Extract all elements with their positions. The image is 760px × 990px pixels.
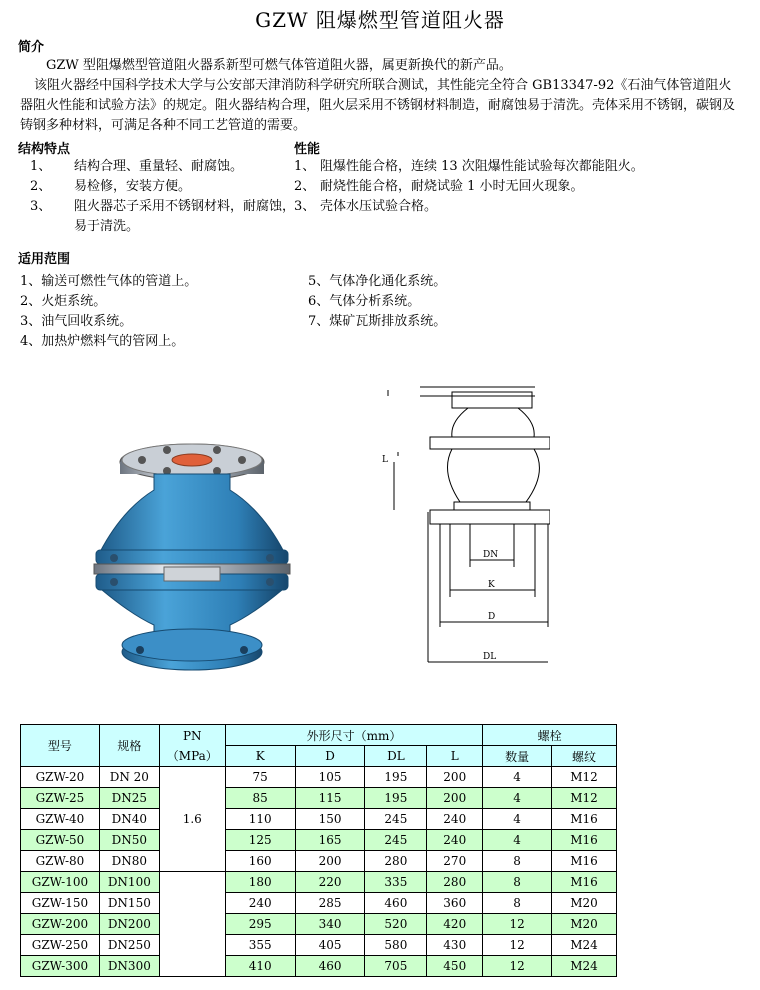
table-cell: 200 [427,767,483,788]
pn-cell: 1.6 [159,767,225,872]
header-spec: 规格 [99,725,159,767]
table-cell: 12 [483,956,552,977]
table-cell: 285 [295,893,365,914]
table-cell: GZW-250 [21,935,100,956]
table-cell: 335 [365,872,427,893]
table-cell: 165 [295,830,365,851]
table-cell: 220 [295,872,365,893]
table-row [21,956,617,977]
table-cell: DN100 [99,872,159,893]
table-row [21,914,617,935]
table-cell: 280 [365,851,427,872]
table-cell: 240 [225,893,295,914]
scope-list-left [20,272,310,352]
table-cell: 4 [483,809,552,830]
table-cell: DN80 [99,851,159,872]
table-cell: M12 [552,767,617,788]
table-cell: 4 [483,830,552,851]
table-cell: GZW-200 [21,914,100,935]
table-cell: M16 [552,851,617,872]
list-item: 3、油气回收系统。 [20,314,133,329]
table-cell: GZW-40 [21,809,100,830]
page-title: GZW 阻爆燃型管道阻火器 [255,8,505,32]
table-cell: GZW-150 [21,893,100,914]
table-cell: 115 [295,788,365,809]
intro-heading: 简介 [18,40,45,55]
table-cell: GZW-50 [21,830,100,851]
header-model: 型号 [21,725,100,767]
table-cell: 110 [225,809,295,830]
intro-paragraph-1: GZW 型阻爆燃型管道阻火器系新型可燃气体管道阻火器，属更新换代的新产品。 [46,58,512,73]
table-cell: 160 [225,851,295,872]
table-cell: M24 [552,956,617,977]
table-cell: DN250 [99,935,159,956]
table-cell: 4 [483,788,552,809]
intro-paragraph-2: 该阻火器经中国科学技术大学与公安部天津消防科学研究所联合测试，其性能完全符合 GB13347-92《石油气体管道阻火器阻火性能和试验方法》的规定。阻火器结构合理，阻火层采用不锈钢材料制造，耐腐蚀易于清洗。壳体采用不锈钢，碳钢及铸钢多种材料，可满足各种不同工艺管道的需要。 [20,78,736,133]
table-cell: 410 [225,956,295,977]
table-cell: 245 [365,809,427,830]
table-cell: 360 [427,893,483,914]
table-row [21,893,617,914]
k-label: K [488,580,495,590]
table-cell: 420 [427,914,483,935]
table-cell: 240 [427,830,483,851]
d-label: D [488,612,496,622]
table-row [21,788,617,809]
table-cell: 340 [295,914,365,935]
table-cell: DN25 [99,788,159,809]
table-cell: 280 [427,872,483,893]
table-cell: M20 [552,914,617,935]
performance-list [294,157,644,217]
table-cell: M16 [552,872,617,893]
scope-heading: 适用范围 [18,252,71,267]
table-cell: 195 [365,767,427,788]
flame-arrester-photo [92,440,292,675]
header-k: K [225,746,295,767]
list-item: 1、 阻爆性能合格，连续 13 次阻爆性能试验每次都能阻火。 [294,159,644,174]
table-cell: M12 [552,788,617,809]
dimension-drawing [380,382,550,672]
list-item: 6、气体分析系统。 [308,294,421,309]
header-pn: PN （MPa） [159,725,225,767]
table-row [21,851,617,872]
list-item: 2、 易检修，安装方便。 [30,179,192,194]
header-qty: 数量 [483,746,552,767]
scope-list-right [308,272,608,332]
table-cell: 150 [295,809,365,830]
table-cell: 295 [225,914,295,935]
header-dl: DL [365,746,427,767]
header-bolt: 螺栓 [483,725,617,746]
table-cell: GZW-80 [21,851,100,872]
table-cell: 460 [365,893,427,914]
table-cell: 85 [225,788,295,809]
table-cell: M16 [552,830,617,851]
table-cell: 75 [225,767,295,788]
list-item: 5、气体净化通化系统。 [308,274,447,289]
header-dims: 外形尺寸（mm） [225,725,482,746]
table-cell: GZW-20 [21,767,100,788]
table-cell: DN150 [99,893,159,914]
table-cell: 12 [483,935,552,956]
table-cell: 125 [225,830,295,851]
table-cell: M24 [552,935,617,956]
table-cell: 4 [483,767,552,788]
dl-label: DL [483,652,497,662]
features-heading: 结构特点 [18,142,71,157]
table-row [21,809,617,830]
list-item: 7、煤矿瓦斯排放系统。 [308,314,447,329]
dn-label: DN [483,550,499,560]
table-cell: 355 [225,935,295,956]
table-cell: M16 [552,809,617,830]
table-cell: 580 [365,935,427,956]
table-cell: GZW-25 [21,788,100,809]
header-thread: 螺纹 [552,746,617,767]
table-cell: 200 [295,851,365,872]
l-label: L [382,455,388,465]
table-cell: DN50 [99,830,159,851]
table-cell: 240 [427,809,483,830]
header-l: L [427,746,483,767]
table-cell: DN 20 [99,767,159,788]
table-cell: 12 [483,914,552,935]
table-cell: 245 [365,830,427,851]
table-row [21,872,617,893]
table-cell: 200 [427,788,483,809]
table-cell: DN200 [99,914,159,935]
table-cell: 450 [427,956,483,977]
spec-table [20,724,617,977]
table-cell: 8 [483,872,552,893]
table-cell: 8 [483,893,552,914]
list-item: 4、加热炉燃料气的管网上。 [20,334,185,349]
table-cell: 520 [365,914,427,935]
table-row [21,935,617,956]
table-cell: M20 [552,893,617,914]
table-cell: DN40 [99,809,159,830]
performance-heading: 性能 [294,142,321,157]
table-cell: 195 [365,788,427,809]
features-list [30,157,298,237]
table-cell: GZW-300 [21,956,100,977]
table-cell: 180 [225,872,295,893]
table-cell: DN300 [99,956,159,977]
table-cell: 430 [427,935,483,956]
table-row [21,767,617,788]
table-cell: 270 [427,851,483,872]
table-cell: GZW-100 [21,872,100,893]
table-cell: 405 [295,935,365,956]
table-row [21,830,617,851]
list-item: 2、 耐烧性能合格，耐烧试验 1 小时无回火现象。 [294,179,584,194]
list-item: 1、 结构合理、重量轻、耐腐蚀。 [30,159,244,174]
table-cell: 8 [483,851,552,872]
list-item: 3、 阻火器芯子采用不锈钢材料，耐腐蚀，易于清洗。 [30,199,296,234]
list-item: 2、火炬系统。 [20,294,107,309]
table-cell: 105 [295,767,365,788]
header-d: D [295,746,365,767]
pn-cell-empty [159,872,225,977]
table-cell: 460 [295,956,365,977]
list-item: 1、输送可燃性气体的管道上。 [20,274,198,289]
list-item: 3、 壳体水压试验合格。 [294,199,438,214]
table-cell: 705 [365,956,427,977]
